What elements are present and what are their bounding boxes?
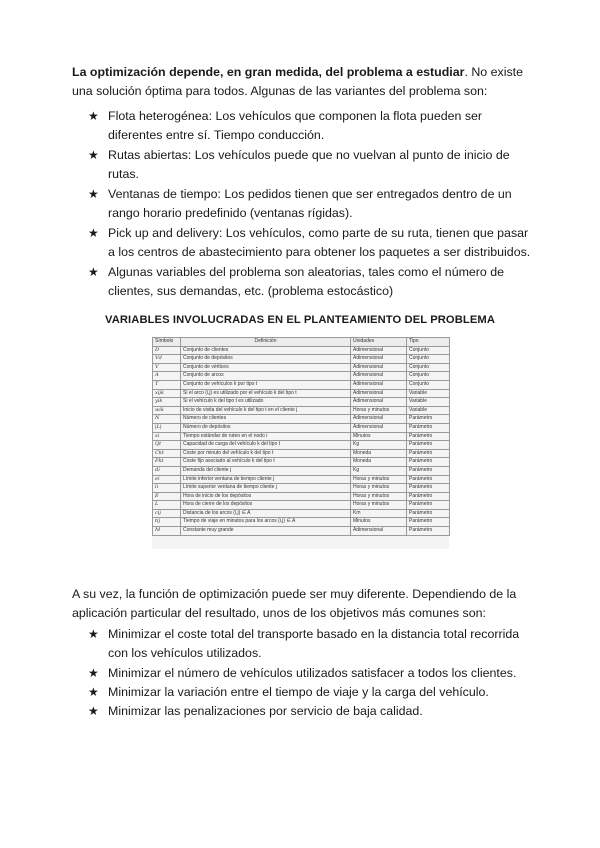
table-cell: Parámetro [407,423,450,432]
star-icon: ★ [88,685,99,699]
objectives-intro: A su vez, la función de optimización puede ser muy diferente. Dependiendo de la aplicación particular del resultado, unos de los objetivos más comunes son: [72,587,517,620]
table-body [153,346,450,535]
table-cell: wik [153,406,181,415]
table-cell: Adimensional [351,415,407,424]
table-row [153,398,450,407]
table-cell: Coste por minuto del vehículo k del tipo t [181,449,351,458]
table-cell: Adimensional [351,423,407,432]
table-cell: Parámetro [407,458,450,467]
table-cell: Ckt [153,449,181,458]
table-cell: Demanda del cliente j [181,466,351,475]
table-cell: Fkt [153,458,181,467]
star-icon: ★ [88,704,99,718]
table-row [153,380,450,389]
variables-table-image [152,337,449,549]
table-cell: Adimensional [351,355,407,364]
table-row [153,346,450,355]
table-header-row [153,338,450,347]
table-cell: Minutos [351,518,407,527]
column-header: Unidades [351,338,407,347]
variants-list [88,107,538,301]
table-cell: Hora de inicio de los depósitos [181,492,351,501]
table-row [153,518,450,527]
table-cell: Adimensional [351,372,407,381]
table-cell: tij [153,518,181,527]
table-row [153,527,450,536]
table-cell: si [153,432,181,441]
table-cell: di [153,466,181,475]
star-icon: ★ [88,226,99,240]
table-cell: Conjunto de depósitos [181,355,351,364]
table-cell: Adimensional [351,346,407,355]
table-cell: Límite inferior ventana de tiempo cliente j [181,475,351,484]
table-cell: Conjunto [407,363,450,372]
table-cell: Horas y minutos [351,475,407,484]
table-cell: Parámetro [407,509,450,518]
table-row [153,501,450,510]
table-cell: Número de depósitos [181,423,351,432]
star-icon: ★ [88,148,99,162]
table-cell: Conjunto [407,380,450,389]
table-row [153,449,450,458]
table-row [153,441,450,450]
star-icon: ★ [88,666,99,680]
table-cell: Parámetro [407,518,450,527]
table-cell: Conjunto [407,372,450,381]
star-icon: ★ [88,627,99,641]
table-cell: yik [153,398,181,407]
table-cell: Parámetro [407,484,450,493]
table-cell: Límite superior ventana de tiempo cliente j [181,484,351,493]
list-item: ★ Rutas abiertas: Los vehículos puede que no vuelvan al punto de inicio de rutas. [88,148,510,181]
table-cell: Variable [407,406,450,415]
table-cell: Parámetro [407,466,450,475]
table-cell: N [153,415,181,424]
table-cell: Capacidad de carga del vehículo k del tipo t [181,441,351,450]
table-row [153,372,450,381]
list-item: ★ Minimizar el coste total del transporte basado en la distancia total recorrida con los vehículos utilizados. [88,627,520,660]
column-header: Definición [181,338,351,347]
table-cell: Adimensional [351,363,407,372]
table-cell: Adimensional [351,389,407,398]
table-cell: Parámetro [407,527,450,536]
list-item: ★ Flota heterogénea: Los vehículos que componen la flota pueden ser diferentes entre sí. Tiempo conducción. [88,109,483,142]
table-cell: Tiempo de viaje en minutos para los arcos (i,j) ∈ A [181,518,351,527]
table-cell: Minutos [351,432,407,441]
intro-paragraph [72,63,532,101]
table-cell: Tiempo estándar de ruteo en el nodo i [181,432,351,441]
table-cell: Horas y minutos [351,484,407,493]
table-cell: xijk [153,389,181,398]
table-cell: Moneda [351,449,407,458]
variables-table [152,337,450,536]
table-cell: Conjunto [407,355,450,364]
table-cell: Km [351,509,407,518]
table-cell: Adimensional [351,398,407,407]
table-cell: M [153,527,181,536]
table-row [153,355,450,364]
table-cell: Parámetro [407,475,450,484]
table-cell: Qt [153,441,181,450]
table-cell: Horas y minutos [351,501,407,510]
table-cell: Coste fijo asociado al vehículo k del tipo t [181,458,351,467]
table-cell: Adimensional [351,380,407,389]
table-cell: Horas y minutos [351,492,407,501]
table-cell: Vd [153,355,181,364]
table-row [153,466,450,475]
list-item: ★ Minimizar el número de vehículos utilizados satisfacer a todos los clientes. [88,664,538,683]
table-row [153,509,450,518]
table-cell: Conjunto de vehículos k por tipo t [181,380,351,389]
table-cell: Hora de cierre de los depósitos [181,501,351,510]
table-cell: Constante muy grande [181,527,351,536]
table-cell: V [153,363,181,372]
table-cell: L [153,501,181,510]
table-cell: Parámetro [407,501,450,510]
table-cell: Variable [407,398,450,407]
star-icon: ★ [88,187,99,201]
table-cell: Kg [351,466,407,475]
table-cell: Conjunto de arcos [181,372,351,381]
table-cell: Número de clientes [181,415,351,424]
table-row [153,484,450,493]
table-cell: Parámetro [407,492,450,501]
table-row [153,432,450,441]
table-cell: Adimensional [351,527,407,536]
table-row [153,363,450,372]
table-cell: li [153,484,181,493]
table-row [153,423,450,432]
table-cell: ei [153,475,181,484]
list-item: ★ Algunas variables del problema son aleatorias, tales como el número de clientes, sus demandas, etc. (problema estocástico) [88,265,505,298]
list-item: ★ Pick up and delivery: Los vehículos, como parte de su ruta, tienen que pasar a los centros de abastecimiento para obtener los paquetes a ser distribuidos. [88,226,531,259]
table-title: VARIABLES INVOLUCRADAS EN EL PLANTEAMIENTO DEL PROBLEMA [104,314,496,326]
table-cell: Moneda [351,458,407,467]
star-icon: ★ [88,265,99,279]
table-cell: Horas y minutos [351,406,407,415]
intro-rest: . No existe una solución óptima para todos. Algunas de las variantes del problema son: [72,65,523,98]
table-cell: D [153,346,181,355]
table-cell: Inicio de visita del vehículo k del tipo t en el cliente j [181,406,351,415]
table-cell: E [153,492,181,501]
table-cell: Parámetro [407,449,450,458]
intro-bold: La optimización depende, en gran medida, del problema a estudiar [72,65,465,79]
table-cell: Si el vehículo k del tipo t es utilizado [181,398,351,407]
objectives-list [88,625,538,721]
list-item: ★ Minimizar la variación entre el tiempo de viaje y la carga del vehículo. [88,683,538,702]
table-cell: Conjunto de clientes [181,346,351,355]
table-cell: Distancia de los arcos (i,j) ∈ A [181,509,351,518]
table-cell: Parámetro [407,415,450,424]
table-cell: |L| [153,423,181,432]
table-cell: Si el arco (i,j) es utilizado por el vehículo k del tipo t [181,389,351,398]
table-cell: A [153,372,181,381]
table-row [153,475,450,484]
table-cell: cij [153,509,181,518]
table-cell: Kg [351,441,407,450]
table-row [153,406,450,415]
table-row [153,389,450,398]
table-row [153,415,450,424]
table-cell: Parámetro [407,441,450,450]
table-cell: Variable [407,389,450,398]
table-cell: Conjunto [407,346,450,355]
list-item: ★ Ventanas de tiempo: Los pedidos tienen que ser entregados dentro de un rango horario predefinido (ventanas rígidas). [88,187,512,220]
column-header: Símbolo [153,338,181,347]
list-item: ★ Minimizar las penalizaciones por servicio de baja calidad. [88,702,538,721]
column-header: Tipo [407,338,450,347]
table-row [153,492,450,501]
table-row [153,458,450,467]
star-icon: ★ [88,109,99,123]
table-cell: Parámetro [407,432,450,441]
table-cell: T [153,380,181,389]
table-cell: Conjunto de vértices [181,363,351,372]
